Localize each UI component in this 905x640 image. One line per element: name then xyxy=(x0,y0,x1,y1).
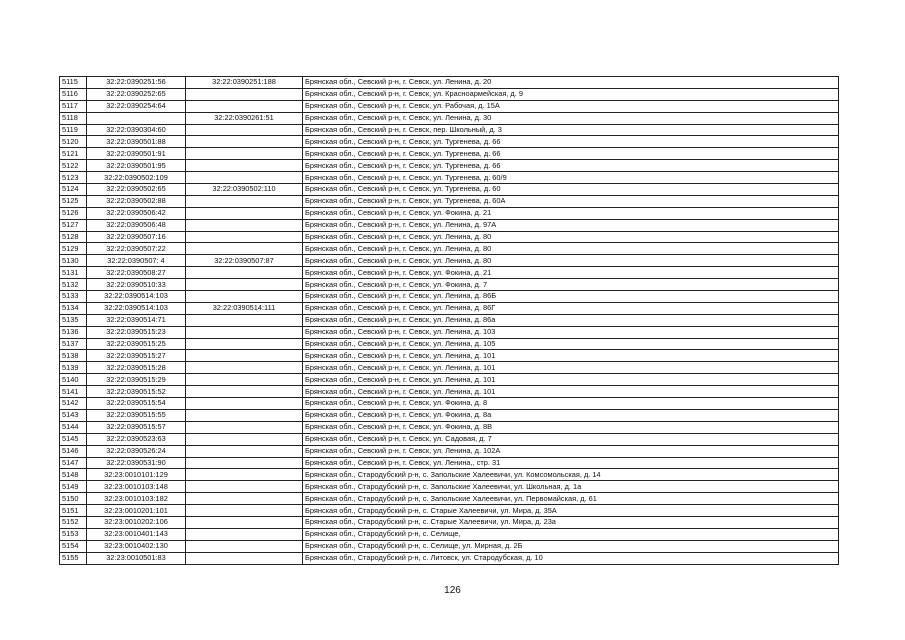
row-number-cell: 5147 xyxy=(60,457,87,469)
table-row xyxy=(60,528,839,540)
row-number-cell: 5121 xyxy=(60,148,87,160)
table-row xyxy=(60,516,839,528)
table-row xyxy=(60,445,839,457)
cadastral-number-cell: 32:22:0390254:64 xyxy=(87,100,186,112)
linked-cadastral-number-cell: 32:22:0390502:110 xyxy=(186,184,303,196)
row-number-cell: 5119 xyxy=(60,124,87,136)
table-row xyxy=(60,124,839,136)
address-cell: Брянская обл., Стародубский р-н, с. Старые Халеевичи, ул. Мира, д. 23а xyxy=(303,516,839,528)
linked-cadastral-number-cell xyxy=(186,314,303,326)
table-row xyxy=(60,421,839,433)
table-row xyxy=(60,374,839,386)
cadastral-number-cell: 32:22:0390531:90 xyxy=(87,457,186,469)
linked-cadastral-number-cell xyxy=(186,243,303,255)
linked-cadastral-number-cell xyxy=(186,148,303,160)
address-cell: Брянская обл., Севский р-н, г. Севск, ул. Ленина, д. 86а xyxy=(303,314,839,326)
cadastral-number-cell: 32:22:0390523:63 xyxy=(87,433,186,445)
linked-cadastral-number-cell xyxy=(186,267,303,279)
address-cell: Брянская обл., Севский р-н, г. Севск, ул. Фокина, д. 21 xyxy=(303,207,839,219)
linked-cadastral-number-cell xyxy=(186,528,303,540)
address-cell: Брянская обл., Севский р-н, г. Севск, ул. Фокина, д. 21 xyxy=(303,267,839,279)
linked-cadastral-number-cell xyxy=(186,552,303,564)
cadastral-number-cell: 32:22:0390515:28 xyxy=(87,362,186,374)
linked-cadastral-number-cell: 32:22:0390507:87 xyxy=(186,255,303,267)
linked-cadastral-number-cell xyxy=(186,326,303,338)
address-cell: Брянская обл., Севский р-н, г. Севск, ул. Ленина, д. 80 xyxy=(303,231,839,243)
address-cell: Брянская обл., Севский р-н, г. Севск, ул. Ленина, д. 101 xyxy=(303,386,839,398)
cadastral-number-cell: 32:22:0390514:103 xyxy=(87,302,186,314)
table-row xyxy=(60,172,839,184)
cadastral-number-cell: 32:22:0390502:88 xyxy=(87,195,186,207)
cadastral-number-cell: 32:22:0390514:103 xyxy=(87,291,186,303)
linked-cadastral-number-cell xyxy=(186,540,303,552)
table-row xyxy=(60,148,839,160)
row-number-cell: 5128 xyxy=(60,231,87,243)
address-cell: Брянская обл., Севский р-н, г. Севск, ул. Ленина, д. 101 xyxy=(303,362,839,374)
address-cell: Брянская обл., Севский р-н, г. Севск, ул. Ленина, д. 80 xyxy=(303,243,839,255)
linked-cadastral-number-cell xyxy=(186,433,303,445)
row-number-cell: 5126 xyxy=(60,207,87,219)
row-number-cell: 5137 xyxy=(60,338,87,350)
address-cell: Брянская обл., Севский р-н, г. Севск, ул. Ленина, д. 102А xyxy=(303,445,839,457)
table-row xyxy=(60,350,839,362)
address-cell: Брянская обл., Севский р-н, г. Севск, ул. Ленина, д. 97А xyxy=(303,219,839,231)
linked-cadastral-number-cell xyxy=(186,362,303,374)
cadastral-number-cell: 32:23:0010101:129 xyxy=(87,469,186,481)
table-row xyxy=(60,469,839,481)
row-number-cell: 5122 xyxy=(60,160,87,172)
table-row xyxy=(60,493,839,505)
cadastral-number-cell: 32:22:0390515:57 xyxy=(87,421,186,433)
address-cell: Брянская обл., Севский р-н, г. Севск, ул. Ленина,, стр. 31 xyxy=(303,457,839,469)
address-cell: Брянская обл., Севский р-н, г. Севск, ул. Тургенева, д. 66 xyxy=(303,160,839,172)
row-number-cell: 5125 xyxy=(60,195,87,207)
row-number-cell: 5142 xyxy=(60,398,87,410)
linked-cadastral-number-cell xyxy=(186,124,303,136)
cadastral-number-cell: 32:22:0390515:25 xyxy=(87,338,186,350)
address-cell: Брянская обл., Севский р-н, г. Севск, ул. Тургенева, д. 60 xyxy=(303,184,839,196)
table-row xyxy=(60,302,839,314)
row-number-cell: 5150 xyxy=(60,493,87,505)
table-row xyxy=(60,433,839,445)
address-cell: Брянская обл., Севский р-н, г. Севск, ул. Ленина, д. 101 xyxy=(303,374,839,386)
row-number-cell: 5138 xyxy=(60,350,87,362)
row-number-cell: 5148 xyxy=(60,469,87,481)
address-cell: Брянская обл., Стародубский р-н, с. Селище, xyxy=(303,528,839,540)
linked-cadastral-number-cell xyxy=(186,160,303,172)
table-row xyxy=(60,184,839,196)
table-row xyxy=(60,457,839,469)
linked-cadastral-number-cell xyxy=(186,338,303,350)
table-row xyxy=(60,481,839,493)
table-row xyxy=(60,77,839,89)
cadastral-number-cell: 32:22:0390506:42 xyxy=(87,207,186,219)
table-row xyxy=(60,160,839,172)
table-row xyxy=(60,291,839,303)
linked-cadastral-number-cell: 32:22:0390251:188 xyxy=(186,77,303,89)
address-cell: Брянская обл., Стародубский р-н, с. Селище, ул. Мирная, д. 2Б xyxy=(303,540,839,552)
linked-cadastral-number-cell xyxy=(186,231,303,243)
cadastral-number-cell: 32:23:0010103:182 xyxy=(87,493,186,505)
row-number-cell: 5129 xyxy=(60,243,87,255)
row-number-cell: 5141 xyxy=(60,386,87,398)
address-cell: Брянская обл., Севский р-н, г. Севск, ул. Ленина, д. 80 xyxy=(303,255,839,267)
table-row xyxy=(60,279,839,291)
cadastral-number-cell: 32:22:0390515:55 xyxy=(87,409,186,421)
cadastral-number-cell: 32:23:0010401:143 xyxy=(87,528,186,540)
linked-cadastral-number-cell xyxy=(186,409,303,421)
address-cell: Брянская обл., Севский р-н, г. Севск, ул. Фокина, д. 8В xyxy=(303,421,839,433)
cadastral-number-cell: 32:23:0010402:130 xyxy=(87,540,186,552)
linked-cadastral-number-cell xyxy=(186,469,303,481)
cadastral-number-cell: 32:22:0390251:56 xyxy=(87,77,186,89)
row-number-cell: 5151 xyxy=(60,505,87,517)
linked-cadastral-number-cell xyxy=(186,398,303,410)
row-number-cell: 5143 xyxy=(60,409,87,421)
linked-cadastral-number-cell xyxy=(186,100,303,112)
row-number-cell: 5153 xyxy=(60,528,87,540)
address-cell: Брянская обл., Севский р-н, г. Севск, ул. Ленина, д. 30 xyxy=(303,112,839,124)
cadastral-number-cell: 32:22:0390507:16 xyxy=(87,231,186,243)
address-cell: Брянская обл., Севский р-н, г. Севск, ул. Садовая, д. 7 xyxy=(303,433,839,445)
table-row xyxy=(60,255,839,267)
cadastral-number-cell: 32:22:0390501:91 xyxy=(87,148,186,160)
row-number-cell: 5152 xyxy=(60,516,87,528)
cadastral-number-cell: 32:22:0390507: 4 xyxy=(87,255,186,267)
row-number-cell: 5140 xyxy=(60,374,87,386)
table-row xyxy=(60,88,839,100)
row-number-cell: 5133 xyxy=(60,291,87,303)
linked-cadastral-number-cell xyxy=(186,516,303,528)
row-number-cell: 5144 xyxy=(60,421,87,433)
cadastral-number-cell: 32:22:0390506:48 xyxy=(87,219,186,231)
cadastral-number-cell: 32:22:0390304:60 xyxy=(87,124,186,136)
linked-cadastral-number-cell xyxy=(186,457,303,469)
linked-cadastral-number-cell: 32:22:0390261:51 xyxy=(186,112,303,124)
linked-cadastral-number-cell xyxy=(186,386,303,398)
table-row xyxy=(60,112,839,124)
row-number-cell: 5135 xyxy=(60,314,87,326)
linked-cadastral-number-cell xyxy=(186,172,303,184)
row-number-cell: 5130 xyxy=(60,255,87,267)
address-cell: Брянская обл., Стародубский р-н, с. Старые Халеевичи, ул. Мира, д. 35А xyxy=(303,505,839,517)
linked-cadastral-number-cell xyxy=(186,493,303,505)
linked-cadastral-number-cell xyxy=(186,219,303,231)
address-cell: Брянская обл., Севский р-н, г. Севск, ул. Тургенева, д. 60А xyxy=(303,195,839,207)
cadastral-number-cell: 32:22:0390515:54 xyxy=(87,398,186,410)
row-number-cell: 5131 xyxy=(60,267,87,279)
address-cell: Брянская обл., Севский р-н, г. Севск, ул. Тургенева, д. 66 xyxy=(303,136,839,148)
cadastral-number-cell: 32:22:0390515:27 xyxy=(87,350,186,362)
cadastral-number-cell: 32:23:0010202:106 xyxy=(87,516,186,528)
address-cell: Брянская обл., Севский р-н, г. Севск, ул. Фокина, д. 8а xyxy=(303,409,839,421)
linked-cadastral-number-cell xyxy=(186,350,303,362)
table-row xyxy=(60,552,839,564)
address-cell: Брянская обл., Севский р-н, г. Севск, ул. Ленина, д. 20 xyxy=(303,77,839,89)
cadastral-number-cell: 32:22:0390515:23 xyxy=(87,326,186,338)
row-number-cell: 5123 xyxy=(60,172,87,184)
address-cell: Брянская обл., Стародубский р-н, с. Запольские Халеевичи, ул. Комсомольская, д. 14 xyxy=(303,469,839,481)
table-row xyxy=(60,207,839,219)
row-number-cell: 5149 xyxy=(60,481,87,493)
linked-cadastral-number-cell xyxy=(186,445,303,457)
cadastral-number-cell: 32:22:0390502:109 xyxy=(87,172,186,184)
row-number-cell: 5154 xyxy=(60,540,87,552)
cadastral-number-cell xyxy=(87,112,186,124)
row-number-cell: 5146 xyxy=(60,445,87,457)
cadastral-number-cell: 32:22:0390508:27 xyxy=(87,267,186,279)
row-number-cell: 5120 xyxy=(60,136,87,148)
table-row xyxy=(60,231,839,243)
cadastral-number-cell: 32:22:0390515:52 xyxy=(87,386,186,398)
cadastral-number-cell: 32:22:0390515:29 xyxy=(87,374,186,386)
address-cell: Брянская обл., Севский р-н, г. Севск, ул. Ленина, д. 101 xyxy=(303,350,839,362)
row-number-cell: 5117 xyxy=(60,100,87,112)
address-cell: Брянская обл., Стародубский р-н, с. Литовск, ул. Стародубская, д. 10 xyxy=(303,552,839,564)
table-row xyxy=(60,386,839,398)
table-row xyxy=(60,195,839,207)
address-cell: Брянская обл., Севский р-н, г. Севск, пер. Школьный, д. 3 xyxy=(303,124,839,136)
linked-cadastral-number-cell xyxy=(186,207,303,219)
table-row xyxy=(60,243,839,255)
table-row xyxy=(60,326,839,338)
linked-cadastral-number-cell xyxy=(186,279,303,291)
cadastral-number-cell: 32:22:0390501:88 xyxy=(87,136,186,148)
cadastral-number-cell: 32:22:0390510:33 xyxy=(87,279,186,291)
cadastral-number-cell: 32:22:0390507:22 xyxy=(87,243,186,255)
row-number-cell: 5115 xyxy=(60,77,87,89)
row-number-cell: 5127 xyxy=(60,219,87,231)
address-cell: Брянская обл., Стародубский р-н, с. Запольские Халеевичи, ул. Первомайская, д. 61 xyxy=(303,493,839,505)
register-table xyxy=(59,76,839,565)
linked-cadastral-number-cell xyxy=(186,195,303,207)
address-cell: Брянская обл., Севский р-н, г. Севск, ул. Тургенева, д. 60/9 xyxy=(303,172,839,184)
table-row xyxy=(60,219,839,231)
cadastral-number-cell: 32:23:0010103:148 xyxy=(87,481,186,493)
row-number-cell: 5139 xyxy=(60,362,87,374)
cadastral-number-cell: 32:22:0390514:71 xyxy=(87,314,186,326)
cadastral-number-cell: 32:23:0010201:101 xyxy=(87,505,186,517)
linked-cadastral-number-cell xyxy=(186,291,303,303)
address-cell: Брянская обл., Севский р-н, г. Севск, ул. Ленина, д. 86Б xyxy=(303,291,839,303)
row-number-cell: 5124 xyxy=(60,184,87,196)
table-row xyxy=(60,409,839,421)
linked-cadastral-number-cell xyxy=(186,136,303,148)
row-number-cell: 5145 xyxy=(60,433,87,445)
address-cell: Брянская обл., Севский р-н, г. Севск, ул. Тургенева, д. 66 xyxy=(303,148,839,160)
page-number: 126 xyxy=(444,585,461,596)
table-row xyxy=(60,338,839,350)
table-row xyxy=(60,314,839,326)
row-number-cell: 5132 xyxy=(60,279,87,291)
table-row xyxy=(60,136,839,148)
cadastral-number-cell: 32:22:0390252:65 xyxy=(87,88,186,100)
table-row xyxy=(60,505,839,517)
cadastral-number-cell: 32:23:0010501:83 xyxy=(87,552,186,564)
cadastral-number-cell: 32:22:0390502:65 xyxy=(87,184,186,196)
table-row xyxy=(60,398,839,410)
table-row xyxy=(60,100,839,112)
address-cell: Брянская обл., Севский р-н, г. Севск, ул. Ленина, д. 86Г xyxy=(303,302,839,314)
register-table-body xyxy=(60,77,839,565)
table-row xyxy=(60,540,839,552)
address-cell: Брянская обл., Стародубский р-н, с. Запольские Халеевичи, ул. Школьная, д. 1а xyxy=(303,481,839,493)
row-number-cell: 5136 xyxy=(60,326,87,338)
row-number-cell: 5134 xyxy=(60,302,87,314)
address-cell: Брянская обл., Севский р-н, г. Севск, ул. Рабочая, д. 15А xyxy=(303,100,839,112)
row-number-cell: 5118 xyxy=(60,112,87,124)
linked-cadastral-number-cell xyxy=(186,481,303,493)
table-row xyxy=(60,362,839,374)
linked-cadastral-number-cell: 32:22:0390514:111 xyxy=(186,302,303,314)
row-number-cell: 5155 xyxy=(60,552,87,564)
address-cell: Брянская обл., Севский р-н, г. Севск, ул. Фокина, д. 8 xyxy=(303,398,839,410)
cadastral-number-cell: 32:22:0390501:95 xyxy=(87,160,186,172)
address-cell: Брянская обл., Севский р-н, г. Севск, ул. Красноармейская, д. 9 xyxy=(303,88,839,100)
address-cell: Брянская обл., Севский р-н, г. Севск, ул. Ленина, д. 105 xyxy=(303,338,839,350)
address-cell: Брянская обл., Севский р-н, г. Севск, ул. Фокина, д. 7 xyxy=(303,279,839,291)
linked-cadastral-number-cell xyxy=(186,505,303,517)
cadastral-number-cell: 32:22:0390526:24 xyxy=(87,445,186,457)
row-number-cell: 5116 xyxy=(60,88,87,100)
address-cell: Брянская обл., Севский р-н, г. Севск, ул. Ленина, д. 103 xyxy=(303,326,839,338)
table-row xyxy=(60,267,839,279)
linked-cadastral-number-cell xyxy=(186,421,303,433)
linked-cadastral-number-cell xyxy=(186,88,303,100)
linked-cadastral-number-cell xyxy=(186,374,303,386)
